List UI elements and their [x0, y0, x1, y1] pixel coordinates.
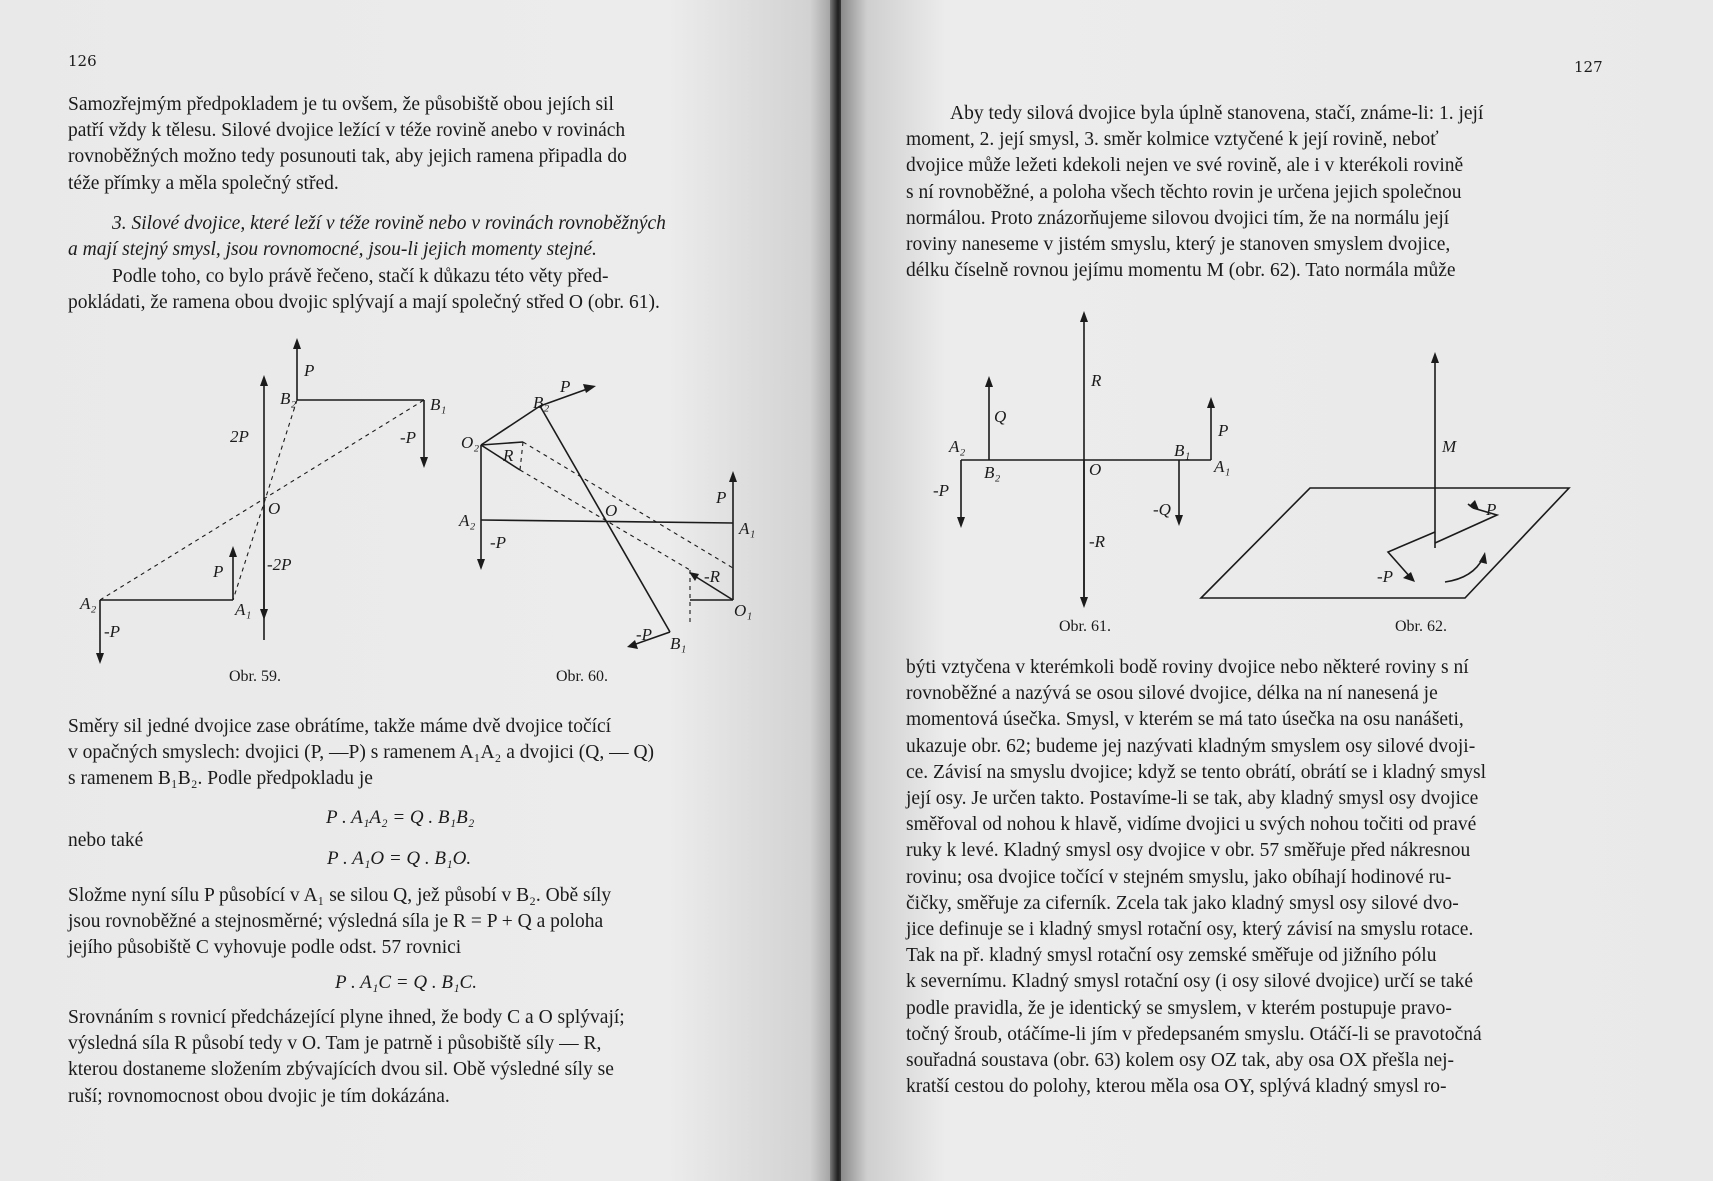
text-line: pokládati, že ramena obou dvojic splývají a mají společný střed O (obr. 61). [68, 292, 660, 314]
fig-label: A₂ [459, 511, 476, 530]
text-line: k severnímu. Kladný smysl rotační osy (i osy silové dvojice) určí se také [906, 971, 1474, 993]
text-line: rovnoběžné a nazývá se osou silové dvojice, délka na ní nanesená je [906, 683, 1438, 705]
fig-label: -P [636, 625, 653, 644]
fig-label: O₂ [461, 433, 480, 452]
fig-label: 2P [230, 427, 249, 446]
text-line: Složme nyní sílu P působící v A₁ se silou Q, jež působí v B₂. Obě síly [68, 885, 612, 906]
dashed-line [523, 442, 733, 568]
fig-label: -Q [1153, 500, 1171, 519]
text-line: roviny naneseme v jistém smyslu, který je stanoven smyslem dvojice, [906, 234, 1451, 256]
segment [481, 406, 540, 445]
text-line: býti vztyčena v kterémkoli bodě roviny dvojice nebo některé roviny s ní [906, 657, 1469, 678]
paragraph-5 [68, 1005, 766, 1110]
caption-fig-61: Obr. 61. [1059, 618, 1111, 635]
fig-label: -R [704, 567, 721, 586]
fig-label: -P [490, 533, 507, 552]
text-line: momentová úsečka. Smysl, v kterém se má tato úsečka na osu nanášeti, [906, 709, 1464, 731]
fig-label: P [716, 488, 727, 507]
text-line: ruky k levé. Kladný smysl osy dvojice v obr. 57 směřuje před nákresnou [906, 840, 1471, 862]
text-line: kterou dostaneme složením zbývajících dvou sil. Obě výsledné síly se [68, 1059, 614, 1081]
text-line: a mají stejný smysl, jsou rovnomocné, jsou-li jejich momenty stejné. [68, 239, 597, 261]
fig-label: B₂ [533, 393, 550, 412]
caption-fig-62: Obr. 62. [1395, 618, 1447, 635]
fig-label: O [605, 501, 618, 520]
caption-fig-59: Obr. 59. [229, 668, 281, 685]
fig-label: M [1442, 437, 1457, 456]
paragraph-3 [68, 714, 766, 793]
text-line: Samozřejmým předpokladem je tu ovšem, že působiště obou jejích sil [68, 94, 614, 115]
fig-label: A₁ [1214, 457, 1231, 476]
text-line: Aby tedy silová dvojice byla úplně stanovena, stačí, známe-li: 1. její [950, 103, 1484, 124]
text-line: jsou rovnoběžné a stejnosměrné; výsledná síla je R = P + Q a poloha [68, 911, 604, 933]
arrowhead-icon [477, 559, 485, 570]
text-line: Směry sil jedné dvojice zase obrátíme, takže máme dvě dvojice točící [68, 716, 612, 737]
text-line: ukazuje obr. 62; budeme jej nazývati kladným smyslem osy silové dvoji- [906, 735, 1476, 757]
text-line: točný šroub, otáčíme-li jím v předepsaném smyslu. Otáčí-li se pravotočná [906, 1023, 1482, 1045]
fig-label: B₂ [984, 463, 1001, 482]
arrowhead-icon [1431, 352, 1439, 363]
fig-label: -P [1377, 567, 1394, 586]
fig-label: Q [994, 407, 1007, 426]
fig-label: A₁ [235, 600, 252, 619]
arrowhead-icon [1479, 552, 1487, 564]
text-line: s ní rovnoběžné, a poloha všech těchto rovin je určena jejich společnou [906, 181, 1462, 203]
text-line: souřadná soustava (obr. 63) kolem osy OZ tak, aby osa OX přešla nej- [906, 1050, 1455, 1072]
fig-label: P [1218, 421, 1229, 440]
fig-label: -R [1089, 532, 1106, 551]
fig-label: B₁ [430, 395, 447, 414]
fig-label: -P [933, 481, 950, 500]
text-line: výsledná síla R působí tedy v O. Tam je patrně i působiště síly — R, [68, 1033, 602, 1055]
fig-label: -P [400, 428, 417, 447]
text-line: směřoval od nohou k hlavě, vidíme dvojici u svých nohou točiti od pravé [906, 814, 1477, 836]
equation-3: P . A₁C = Q . B₁C. [335, 972, 477, 993]
fig-label: O [268, 499, 281, 518]
text-line: jejího působiště C vyhovuje podle odst. 57 rovnici [68, 937, 462, 959]
text-line: rovinu; osa dvojice točící v stejném smyslu, jako obíhají hodinové ru- [906, 866, 1452, 888]
text-line: ruší; rovnomocnost obou dvojic je tím dokázána. [68, 1085, 450, 1107]
fig-label: R [503, 446, 514, 465]
page-number: 127 [1574, 58, 1603, 76]
text-line: čičky, směřuje za ciferník. Zcela tak jako kladný smysl osy silové dvo- [906, 892, 1459, 914]
left-page [0, 0, 835, 1181]
rotation-arc [1445, 558, 1483, 582]
text-line: téže přímky a měla společný střed. [68, 172, 339, 194]
text-line: kratší cestou do polohy, kterou měla osa OY, splývá kladný smysl ro- [906, 1076, 1447, 1098]
text-line: dvojice může ležeti kdekoli nejen ve své rovině, ale i v kterékoli rovině [906, 155, 1464, 177]
caption-fig-60: Obr. 60. [556, 668, 608, 685]
paragraph-2 [906, 655, 1601, 1100]
fig-label: A₂ [80, 594, 97, 613]
equation-2: P . A₁O = Q . B₁O. [327, 848, 472, 869]
fig-label: P [560, 377, 571, 396]
figure-60 [0, 0, 835, 1181]
fig-label: B₁ [1174, 441, 1191, 460]
equation-1: P . A₁A₂ = Q . B₁B₂ [326, 807, 475, 828]
text-line: 3. Silové dvojice, které leží v téže rovině nebo v rovinách rovnoběžných [112, 213, 666, 234]
text-line: podle pravidla, že je identický se smyslem, v kterém postupuje pravo- [906, 997, 1452, 1019]
fig-label: R [1091, 371, 1102, 390]
page-number: 126 [68, 52, 97, 70]
fig-label: O₁ [734, 601, 753, 620]
text-line: patří vždy k tělesu. Silové dvojice ležící v téže rovině anebo v rovinách [68, 120, 626, 142]
text-line: Srovnáním s rovnicí předcházející plyne ihned, že body C a O splývají; [68, 1007, 625, 1028]
text-line: jice definuje se i kladný smysl rotační osy, který závisí na smyslu rotace. [906, 919, 1474, 941]
dashed-line [520, 442, 523, 470]
text-line: Tak na př. kladný smysl rotační osy zemské směřuje od jižního pólu [906, 945, 1437, 967]
fig-label: B₂ [280, 389, 297, 408]
arm-segment [1388, 532, 1435, 578]
fig-label: P [213, 562, 224, 581]
fig-label: P [304, 361, 315, 380]
text-line: ce. Závisí na smyslu dvojice; když se tento obrátí, obrátí se i kladný smysl [906, 761, 1487, 783]
paragraph-4 [68, 883, 766, 962]
text-line: normálou. Proto znázorňujeme silovou dvojici tím, že na normálu její [906, 207, 1450, 229]
fig-label: P [1486, 500, 1497, 519]
text-line: Podle toho, co bylo právě řečeno, stačí k důkazu této věty před- [112, 266, 609, 287]
text-line: rovnoběžných možno tedy posunouti tak, aby jejich ramena připadla do [68, 146, 627, 168]
text-line: délku číselně rovnou jejímu momentu M (obr. 62). Tato normála může [906, 260, 1456, 282]
fig-label: B₁ [670, 634, 687, 653]
fig-label: -P [104, 622, 121, 641]
arrowhead-icon [729, 471, 737, 482]
text-line: v opačných smyslech: dvojici (P, —P) s ramenem A₁A₂ a dvojici (Q, — Q) [68, 742, 655, 764]
fig-label: A₁ [739, 519, 756, 538]
right-page [841, 0, 1713, 1181]
text-line: s ramenem B₁B₂. Podle předpokladu je [68, 768, 373, 790]
text-line: její osy. Je určen takto. Postavíme-li se tak, aby kladný smysl osy dvojice [906, 788, 1479, 810]
fig-label: O [1089, 460, 1102, 479]
fig-label: A₂ [949, 437, 966, 456]
force-arrow-r [481, 445, 520, 470]
segment [481, 442, 523, 445]
fig-label: -2P [267, 555, 292, 574]
arrowhead-icon [583, 384, 596, 393]
arrowhead-icon [1403, 572, 1415, 582]
text-line: moment, 2. její smysl, 3. směr kolmice vztyčené k její rovině, neboť [906, 129, 1439, 151]
text-nebo-take: nebo také [68, 830, 144, 851]
